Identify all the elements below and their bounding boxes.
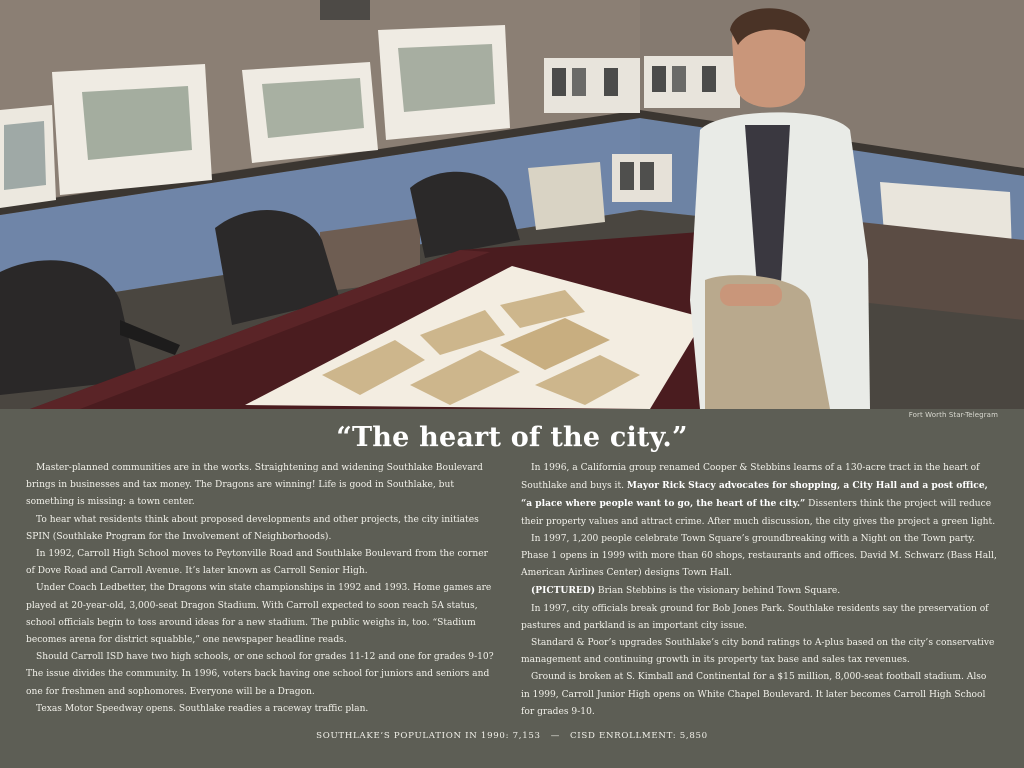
right-column <box>521 460 997 721</box>
paragraph: Standard & Poor’s upgrades Southlake’s city bond ratings to A-plus based on the city’s conservative management and continuing growth in its property tax base and sales tax revenues. <box>521 638 995 666</box>
statistics-footer <box>0 731 1024 741</box>
text-run: Dissenters think the project will reduce their property values and attract crime. After much discussion, the city gives the project a green light. <box>521 499 996 527</box>
mayor-quote: Mayor Rick Stacy advocates for shopping, a City Hall and a post office, “a place where people want to go, the heart of the city.” <box>521 480 988 510</box>
framed-drawing <box>0 105 56 208</box>
enrollment-stat: CISD ENROLLMENT: 5,850 <box>570 731 708 741</box>
framed-drawing <box>242 62 378 163</box>
text-run: Brian Stebbins is the visionary behind Town Square. <box>595 586 841 597</box>
paragraph: To hear what residents think about proposed developments and other projects, the city initiates SPIN (Southlake Program for the Involvement of Neighborhoods). <box>26 514 479 542</box>
paragraph: Ground is broken at S. Kimball and Continental for a $15 million, 8,000-seat football stadium. Also in 1999, Carroll Junior High opens on White Chapel Boulevard. It later becomes Carroll High School for grades 9-10. <box>521 672 987 717</box>
paragraph: Texas Motor Speedway opens. Southlake readies a raceway traffic plan. <box>36 703 369 714</box>
text-run: In 1996, a California group renamed Cooper & Stebbins learns of a 130-acre tract in the heart of Southlake and buys it. <box>521 463 980 492</box>
paragraph: Master-planned communities are in the works. Straightening and widening Southlake Boulevard brings in businesses and tax money. The Dragons are winning! Life is good in Southlake, but something is missing: a town center. <box>26 463 483 508</box>
paragraph: Should Carroll ISD have two high schools, or one school for grades 11-12 and one for grades 9-10? The issue divides the community. In 1996, voters back having one school for juniors and seniors and one for freshmen and sophomores. Everyone will be a Dragon. <box>26 652 494 697</box>
paragraph <box>521 460 997 531</box>
headline: “The heart of the city.” <box>336 422 688 453</box>
paragraph: In 1997, 1,200 people celebrate Town Square’s groundbreaking with a Night on the Town party. Phase 1 opens in 1999 with more than 60 shops, restaurants and offices. David M. Schwarz (Bass Hall, American Airlines Center) designs Town Hall. <box>521 533 997 579</box>
photo-credit: Fort Worth Star-Telegram <box>908 411 998 419</box>
paragraph: In 1997, city officials break ground for Bob Jones Park. Southlake residents say the preservation of pastures and parkland is an important city issue. <box>521 603 989 631</box>
framed-plan <box>544 58 640 113</box>
pictured-label: (PICTURED) <box>531 585 596 597</box>
paragraph <box>521 582 997 600</box>
framed-plan <box>644 56 740 108</box>
left-column <box>26 460 498 718</box>
paragraph: In 1992, Carroll High School moves to Peytonville Road and Southlake Boulevard from the corner of Dove Road and Carroll Avenue. It’s later known as Carroll Senior High. <box>26 549 488 577</box>
population-stat: SOUTHLAKE’S POPULATION IN 1990: 7,153 <box>316 731 541 741</box>
framed-drawing <box>378 25 510 140</box>
footer-separator: — <box>550 731 560 741</box>
paragraph: Under Coach Ledbetter, the Dragons win state championships in 1992 and 1993. Home games are played at 20-year-old, 3,000-seat Dragon Stadium. With Carroll expected to soon reach 5A status, school officials begin to toss around ideas for a new stadium. The public weighs in, too. “Stadium becomes arena for district squabble,” one newspaper headline reads. <box>26 583 492 646</box>
framed-drawing <box>52 64 212 195</box>
